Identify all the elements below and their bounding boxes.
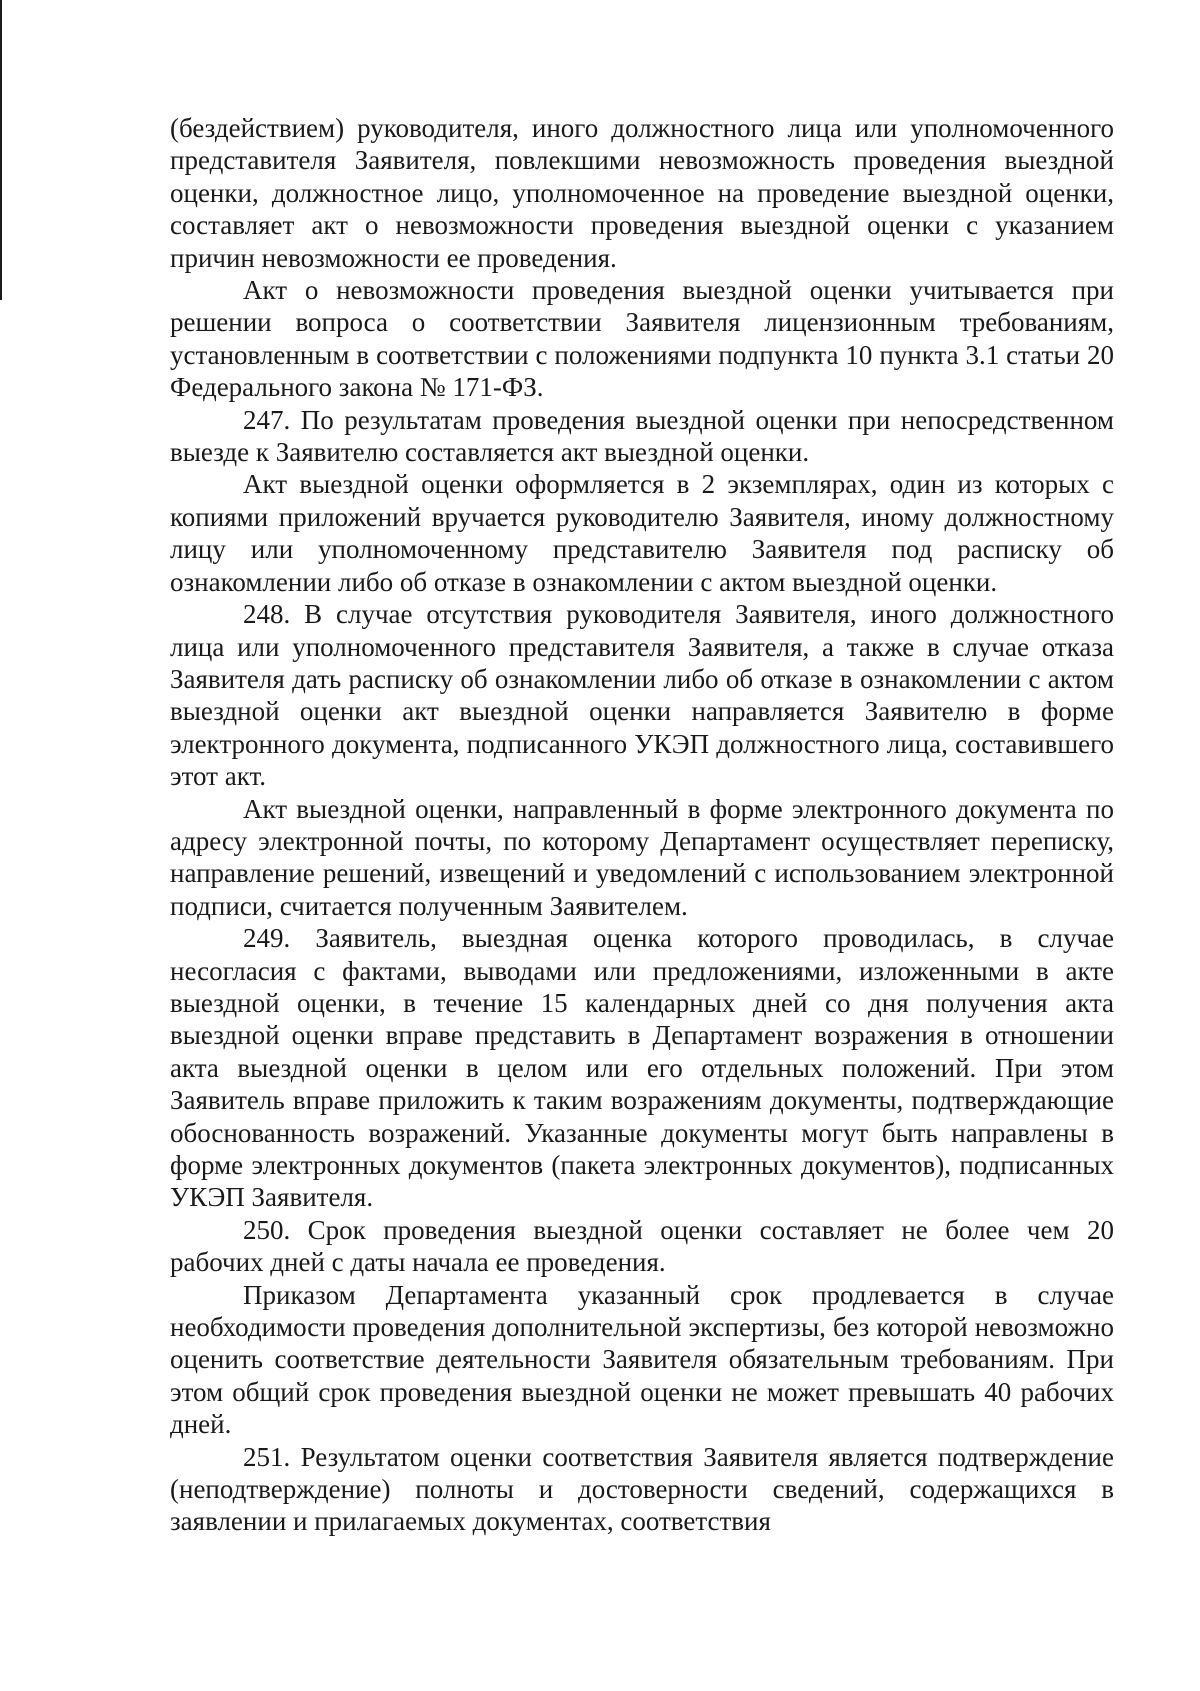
- paragraph-act-copies: Акт выездной оценки оформляется в 2 экземплярах, один из которых с копиями приложений вручается руководителю Заявителя, иному должностному лицу или уполномоченному представителю Заявителя под расписку об ознакомлении либо об отказе в ознакомлении с актом выездной оценки.: [170, 469, 1114, 597]
- paragraph-248: 248. В случае отсутствия руководителя Заявителя, иного должностного лица или уполномоченного представителя Заявителя, а также в случае отказа Заявителя дать расписку об ознакомлении либо об отказе в ознакомлении с актом выездной оценки акт выездной оценки направляется Заявителю в форме электронного документа, подписанного УКЭП должностного лица, составившего этот акт.: [170, 599, 1114, 792]
- paragraph-act-electronic: Акт выездной оценки, направленный в форме электронного документа по адресу электронной почты, по которому Департамент осуществляет переписку, направление решений, извещений и уведомлений с использованием электронной подписи, считается полученным Заявителем.: [170, 793, 1114, 921]
- paragraph-251: 251. Результатом оценки соответствия Заявителя является подтверждение (неподтверждение) полноты и достоверности сведений, содержащихся в заявлении и прилагаемых документах, соответствия: [170, 1441, 1114, 1537]
- paragraph-250: 250. Срок проведения выездной оценки составляет не более чем 20 рабочих дней с даты начала ее проведения.: [170, 1214, 1114, 1278]
- paragraph-act-impossibility: Акт о невозможности проведения выездной оценки учитывается при решении вопроса о соответствии Заявителя лицензионным требованиям, установленным в соответствии с положениями подпункта 10 пункта 3.1 статьи 20 Федерального закона № 171-ФЗ.: [170, 275, 1114, 403]
- document-body: [170, 112, 1114, 1538]
- paragraph-continuation: (бездействием) руководителя, иного должностного лица или уполномоченного представителя Заявителя, повлекшими невозможность проведения выездной оценки, должностное лицо, уполномоченное на проведение выездной оценки, составляет акт о невозможности проведения выездной оценки с указанием причин невозможности ее проведения.: [170, 113, 1114, 273]
- paragraph-extension: Приказом Департамента указанный срок продлевается в случае необходимости проведения дополнительной экспертизы, без которой невозможно оценить соответствие деятельности Заявителя обязательным требованиям. При этом общий срок проведения выездной оценки не может превышать 40 рабочих дней.: [170, 1279, 1114, 1440]
- paragraph-247: 247. По результатам проведения выездной оценки при непосредственном выезде к Заявителю составляется акт выездной оценки.: [170, 404, 1114, 468]
- scan-edge-line: [0, 0, 2, 300]
- paragraph-249: 249. Заявитель, выездная оценка которого проводилась, в случае несогласия с фактами, выводами или предложениями, изложенными в акте выездной оценки, в течение 15 календарных дней со дня получения акта выездной оценки вправе представить в Департамент возражения в отношении акта выездной оценки в целом или его отдельных положений. При этом Заявитель вправе приложить к таким возражениям документы, подтверждающие обоснованность возражений. Указанные документы могут быть направлены в форме электронных документов (пакета электронных документов), подписанных УКЭП Заявителя.: [170, 923, 1114, 1213]
